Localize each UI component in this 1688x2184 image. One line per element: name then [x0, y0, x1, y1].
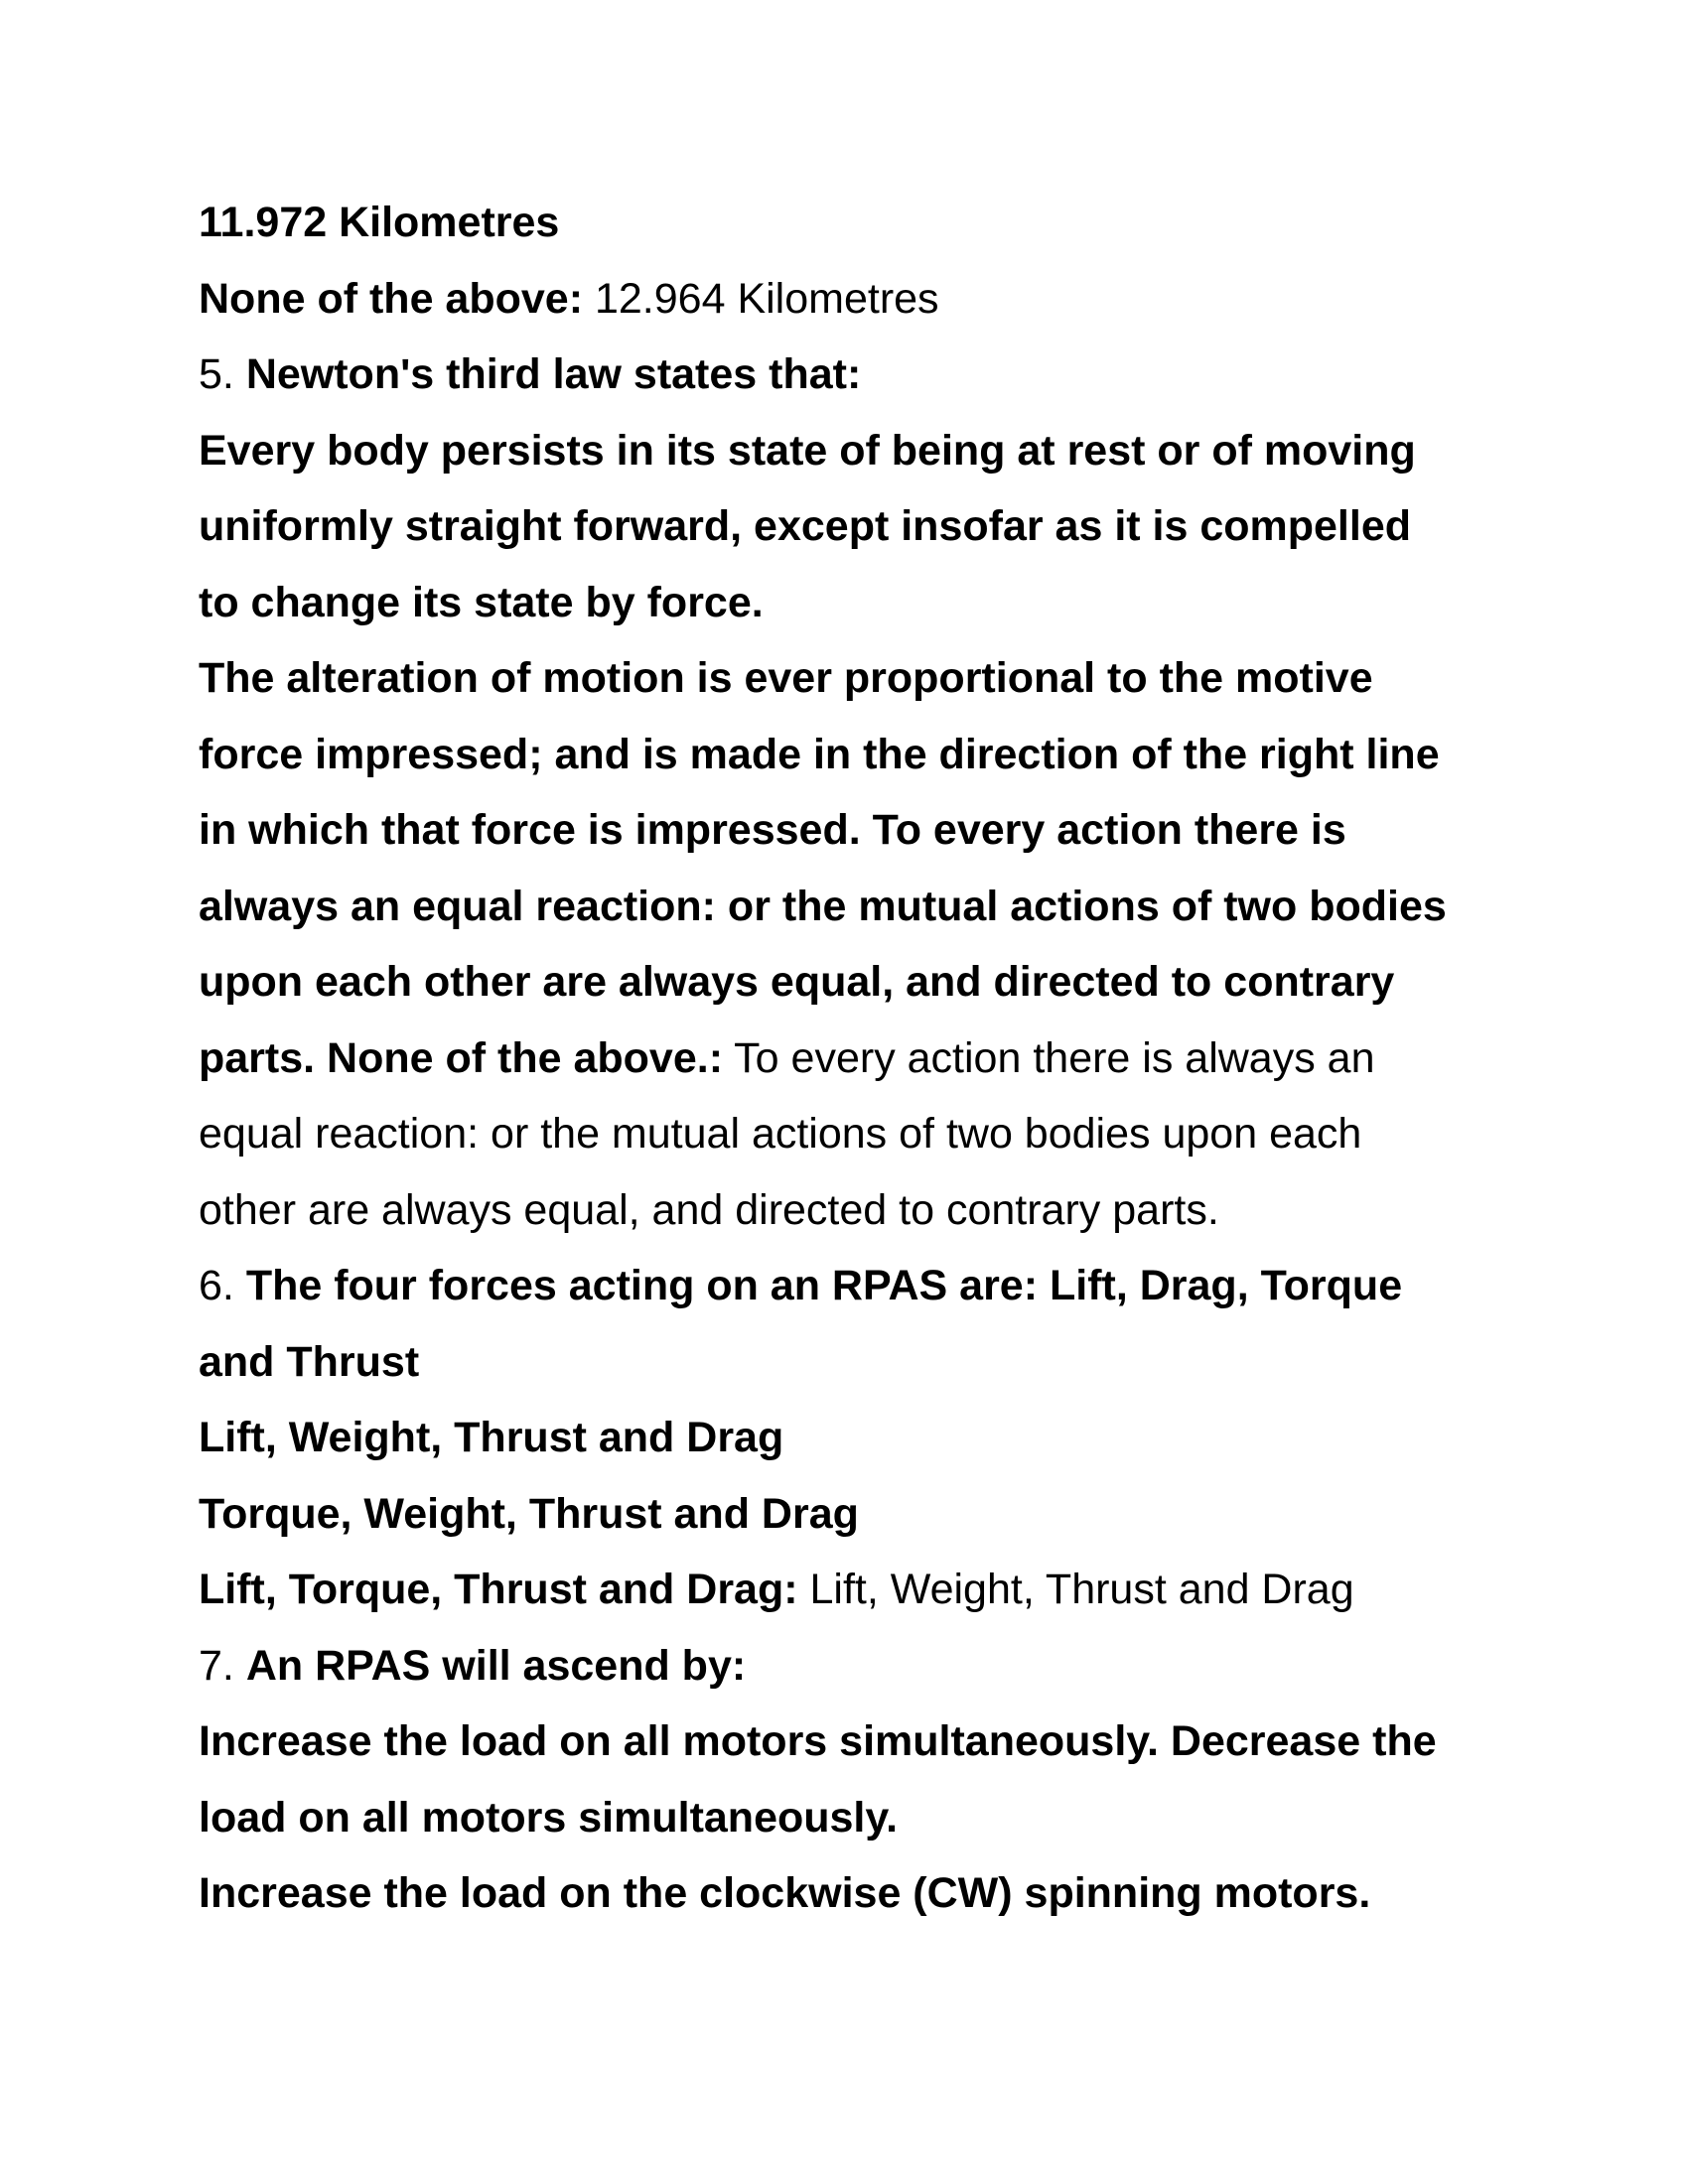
text-run: other are always equal, and directed to contrary parts. [199, 1185, 1219, 1234]
text-line [199, 1476, 1519, 1553]
text-line [199, 1096, 1519, 1172]
text-line [199, 1780, 1519, 1856]
text-run: Every body persists in its state of being at rest or of moving [199, 426, 1416, 475]
question-line [199, 337, 1519, 413]
text-line [199, 640, 1519, 717]
text-run: Lift, Torque, Thrust and Drag: [199, 1566, 798, 1613]
question-text: Newton's third law states that: [245, 350, 862, 398]
text-run: The alteration of motion is ever proportional to the motive [199, 654, 1373, 702]
text-run: load on all motors simultaneously. [199, 1793, 899, 1842]
text-line [199, 869, 1519, 945]
text-line [199, 1552, 1519, 1628]
text-line [199, 1400, 1519, 1476]
text-run: Torque, Weight, Thrust and Drag [199, 1489, 859, 1538]
text-run: and Thrust [199, 1337, 420, 1386]
text-run: None of the above: [199, 274, 584, 323]
document-body [199, 185, 1519, 1932]
text-run: parts. None of the above.: [199, 1033, 724, 1082]
text-line [199, 717, 1519, 793]
question-number: 6. [199, 1262, 246, 1309]
text-line [199, 185, 1519, 261]
text-line [199, 1704, 1519, 1780]
text-run: in which that force is impressed. To every action there is [199, 806, 1346, 854]
text-run: Lift, Weight, Thrust and Drag [797, 1566, 1354, 1613]
text-line [199, 261, 1519, 338]
text-run: uniformly straight forward, except insofar as it is compelled [199, 502, 1412, 550]
text-line [199, 488, 1519, 565]
text-run: upon each other are always equal, and directed to contrary [199, 958, 1395, 1006]
text-line [199, 944, 1519, 1021]
question-number: 7. [199, 1641, 246, 1690]
text-run: 11.972 Kilometres [199, 199, 560, 246]
question-text: The four forces acting on an RPAS are: Lift, Drag, Torque [245, 1262, 1403, 1309]
text-run: Lift, Weight, Thrust and Drag [199, 1414, 784, 1461]
question-number: 5. [199, 350, 246, 398]
question-line [199, 1248, 1519, 1324]
text-run: 12.964 Kilometres [583, 274, 939, 323]
text-line [199, 1324, 1519, 1401]
text-line [199, 1172, 1519, 1249]
text-run: to change its state by force. [199, 578, 764, 626]
text-line [199, 413, 1519, 489]
text-line [199, 1021, 1519, 1097]
text-line [199, 792, 1519, 869]
text-line [199, 1855, 1519, 1932]
text-run: To every action there is always an [723, 1033, 1375, 1082]
question-text: An RPAS will ascend by: [245, 1641, 747, 1690]
text-run: force impressed; and is made in the direction of the right line [199, 730, 1440, 778]
text-run: equal reaction: or the mutual actions of two bodies upon each [199, 1110, 1362, 1158]
question-line [199, 1628, 1519, 1705]
text-line [199, 565, 1519, 641]
text-run: Increase the load on all motors simultaneously. Decrease the [199, 1717, 1437, 1765]
text-run: Increase the load on the clockwise (CW) spinning motors. [199, 1869, 1371, 1917]
text-run: always an equal reaction: or the mutual actions of two bodies [199, 882, 1447, 930]
